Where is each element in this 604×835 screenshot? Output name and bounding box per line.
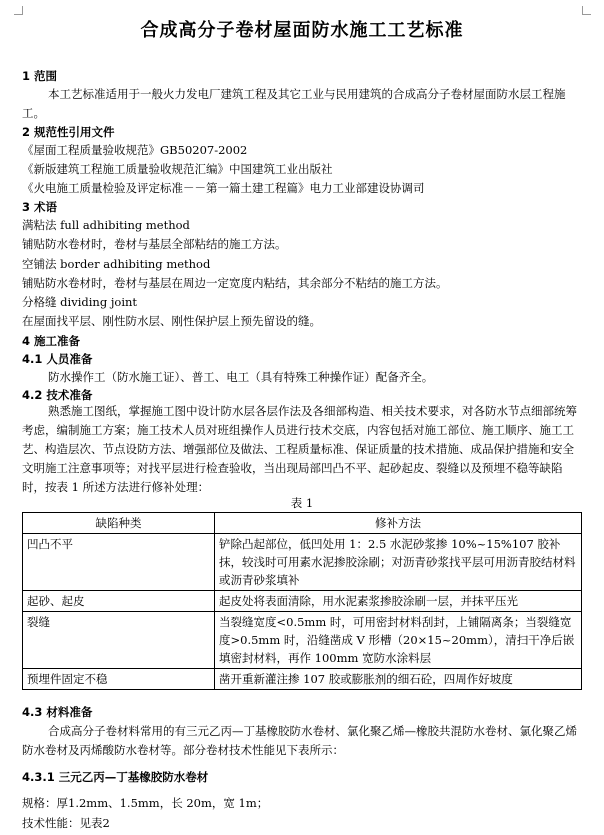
table-row xyxy=(23,591,582,612)
table-row xyxy=(23,534,582,591)
term-2: 空铺法 border adhibiting method xyxy=(22,257,211,271)
section-4-3-paragraph xyxy=(22,722,578,760)
table-cell: 裂缝 xyxy=(23,612,215,669)
reference-item: 《屋面工程质量验收规范》GB50207-2002 xyxy=(22,143,248,157)
table-caption: 表 1 xyxy=(290,496,314,510)
section-4-heading: 4 施工准备 xyxy=(22,334,81,348)
section-1-heading: 1 范围 xyxy=(22,69,58,83)
performance-line: 技术性能：见表2 xyxy=(22,816,110,830)
section-4-3-heading: 4.3 材料准备 xyxy=(22,705,93,719)
table-cell: 当裂缝宽度<0.5mm 时，可用密封材料刮封，上铺隔离条；当裂缝宽度>0.5mm 时，沿缝凿成 V 形槽（20×15~20mm），清扫干净后嵌填密封材料，再作 100mm 宽防水涂料层 xyxy=(215,612,582,669)
spec-line: 规格：厚1.2mm、1.5mm，长 20m，宽 1m； xyxy=(22,796,269,810)
margin-corner-mark xyxy=(14,6,23,15)
term-2-definition: 铺贴防水卷材时，卷材与基层在周边一定宽度内粘结，其余部分不粘结的施工方法。 xyxy=(22,276,448,290)
term-1: 满粘法 full adhibiting method xyxy=(22,218,190,232)
margin-corner-mark xyxy=(582,6,591,15)
table-cell: 凹凸不平 xyxy=(23,534,215,591)
table-cell: 凿开重新灌注掺 107 胶或膨胀剂的细石砼，四周作好坡度 xyxy=(215,669,582,690)
reference-item: 《火电施工质量检验及评定标准－－第一篇土建工程篇》电力工业部建设协调司 xyxy=(22,181,425,195)
table-header-cell: 修补方法 xyxy=(215,513,582,534)
table-cell: 预埋件固定不稳 xyxy=(23,669,215,690)
term-1-definition: 铺贴防水卷材时，卷材与基层全部粘结的施工方法。 xyxy=(22,237,287,251)
section-1-paragraph xyxy=(22,85,578,123)
term-3-definition: 在屋面找平层、刚性防水层、刚性保护层上预先留设的缝。 xyxy=(22,314,321,328)
section-4-3-1-heading: 4.3.1 三元乙丙—丁基橡胶防水卷材 xyxy=(22,770,209,784)
table-cell: 起砂、起皮 xyxy=(23,591,215,612)
table-row xyxy=(23,612,582,669)
table-cell: 铲除凸起部位，低凹处用 1：2.5 水泥砂浆掺 10%~15%107 胶补抹，较浅时可用素水泥掺胶涂刷；对沥青砂浆找平层可用沥青胶结材料或沥青砂浆填补 xyxy=(215,534,582,591)
section-1-text: 本工艺标准适用于一般火力发电厂建筑工程及其它工业与民用建筑的合成高分子卷材屋面防水层工程施工。 xyxy=(22,87,566,120)
table-header-row xyxy=(23,513,582,534)
table-cell: 起皮处将表面清除，用水泥素浆掺胶涂刷一层，并抹平压光 xyxy=(215,591,582,612)
section-3-heading: 3 术语 xyxy=(22,200,58,214)
section-4-2-text: 熟悉施工图纸，掌握施工图中设计防水层各层作法及各细部构造、相关技术要求，对各防水节点细部统筹考虑，编制施工方案；施工技术人员对班组操作人员进行技术交底，内容包括对施工部位、施工顺序、施工工艺、构造层次、节点设防方法、增强部位及做法、工程质量标准、保证质量的技术措施、成品保护措施和安全文明施工注意事项等；对找平层进行检查验收，当出现局部凹凸不平、起砂起皮、裂缝以及预埋不稳等缺陷时，按表 1 所述方法进行修补处理： xyxy=(22,404,577,494)
document-title: 合成高分子卷材屋面防水施工工艺标准 xyxy=(140,20,464,41)
section-4-1-text: 防水操作工（防水施工证）、普工、电工（具有特殊工种操作证）配备齐全。 xyxy=(48,370,434,384)
table-header-cell: 缺陷种类 xyxy=(23,513,215,534)
section-4-1-heading: 4.1 人员准备 xyxy=(22,352,93,366)
reference-item: 《新版建筑工程施工质量验收规范汇编》中国建筑工业出版社 xyxy=(22,162,333,176)
section-2-heading: 2 规范性引用文件 xyxy=(22,125,115,139)
section-4-2-heading: 4.2 技术准备 xyxy=(22,388,93,402)
section-4-2-paragraph xyxy=(22,402,578,497)
term-3: 分格缝 dividing joint xyxy=(22,295,138,309)
table-row xyxy=(23,669,582,690)
section-4-3-text: 合成高分子卷材料常用的有三元乙丙—丁基橡胶防水卷材、氯化聚乙烯—橡胶共混防水卷材、氯化聚乙烯防水卷材及丙烯酸防水卷材等。部分卷材技术性能见下表所示： xyxy=(22,724,577,757)
defect-repair-table xyxy=(22,512,582,690)
